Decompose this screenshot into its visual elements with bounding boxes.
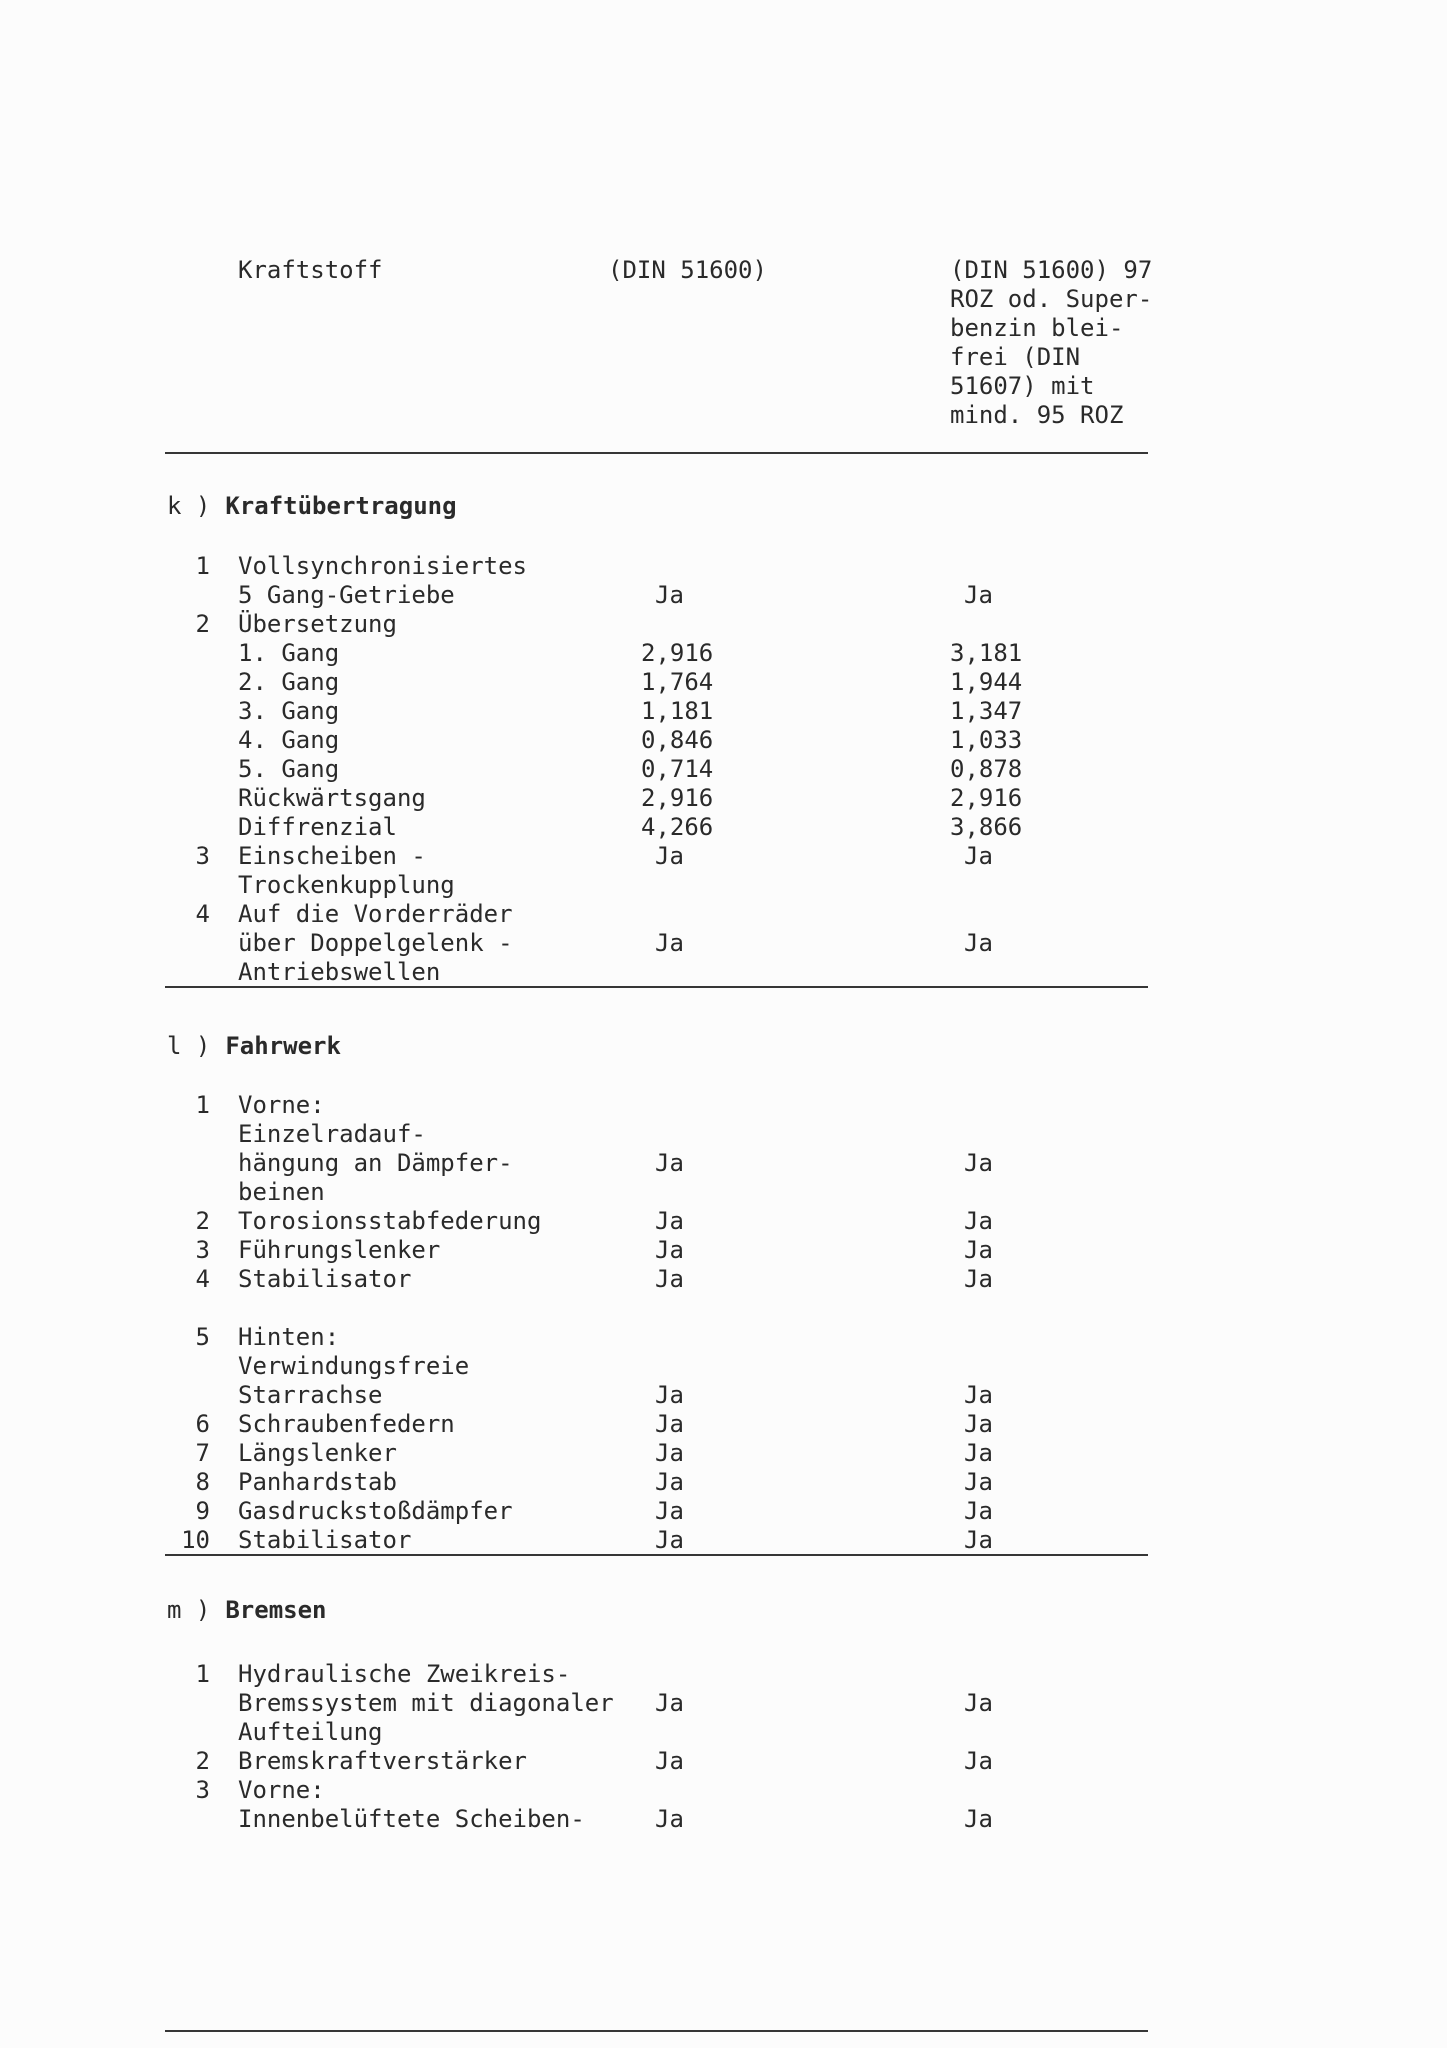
item-value: 51607) mit	[950, 372, 1095, 400]
item-number	[167, 784, 238, 813]
item-label: Torosionsstabfederung	[238, 1207, 542, 1235]
item-number: 8	[195, 1468, 210, 1496]
item-number: 4	[195, 900, 210, 928]
item-value: ROZ od. Super-	[950, 285, 1153, 313]
section-table-kraftuebertragung	[167, 552, 1350, 987]
item-value: Ja	[655, 929, 684, 957]
item-value: Ja	[964, 1439, 993, 1467]
item-value: 1,347	[950, 697, 1023, 725]
item-value: 0,846	[641, 726, 714, 754]
item-value: (DIN 51600)	[608, 256, 767, 284]
item-number	[167, 1689, 238, 1718]
item-number: 3	[195, 1776, 210, 1804]
item-number: 6	[195, 1410, 210, 1438]
item-value: Ja	[655, 1149, 684, 1177]
item-value: 2,916	[641, 784, 714, 812]
item-label: Rückwärtsgang	[238, 784, 426, 812]
table-row	[167, 1689, 1350, 1718]
table-row	[238, 285, 1400, 314]
item-number	[167, 958, 238, 987]
item-value	[950, 610, 1350, 639]
section-letter: k )	[167, 492, 211, 520]
item-label: 4. Gang	[238, 726, 340, 754]
item-value: mind. 95 ROZ	[950, 401, 1124, 429]
item-number: 7	[195, 1439, 210, 1467]
item-value: 1,944	[950, 668, 1023, 696]
item-number	[167, 871, 238, 900]
item-label: Vorne:	[238, 1776, 325, 1804]
item-label: Vollsynchronisiertes	[238, 552, 527, 580]
item-value	[641, 1660, 950, 1689]
item-number: 1	[195, 1660, 210, 1688]
item-value: Ja	[964, 1805, 993, 1833]
item-value: 2,916	[641, 639, 714, 667]
section-table-fahrwerk	[167, 1091, 1350, 1555]
item-label: Längslenker	[238, 1439, 397, 1467]
item-value	[950, 1660, 1350, 1689]
section-divider	[165, 452, 1148, 454]
item-value	[950, 900, 1350, 929]
section-title: Fahrwerk	[225, 1032, 341, 1060]
item-value: 1,764	[641, 668, 714, 696]
table-row	[167, 1149, 1350, 1178]
item-value	[950, 1718, 1350, 1747]
item-value	[950, 1120, 1350, 1149]
item-number: 10	[181, 1526, 210, 1554]
item-label: 1. Gang	[238, 639, 340, 667]
table-row	[167, 1352, 1350, 1381]
item-value: Ja	[655, 1265, 684, 1293]
item-label: Aufteilung	[238, 1718, 383, 1746]
item-number: 2	[195, 610, 210, 638]
section-letter: l )	[167, 1032, 211, 1060]
table-row	[167, 1526, 1350, 1555]
item-number	[167, 697, 238, 726]
item-label: hängung an Dämpfer-	[238, 1149, 513, 1177]
item-label: Einscheiben -	[238, 842, 426, 870]
item-value	[608, 314, 950, 343]
item-value	[641, 1352, 950, 1381]
section-divider	[165, 1554, 1148, 1556]
item-value: Ja	[964, 1207, 993, 1235]
table-row	[167, 1207, 1350, 1236]
item-value: 2,916	[950, 784, 1023, 812]
item-number: 2	[195, 1747, 210, 1775]
item-value	[950, 1294, 1350, 1323]
item-number: 1	[195, 552, 210, 580]
item-number	[167, 1120, 238, 1149]
table-row	[167, 1660, 1350, 1689]
table-row	[167, 1323, 1350, 1352]
item-value	[641, 1178, 950, 1207]
table-row	[167, 697, 1350, 726]
item-value	[608, 401, 950, 430]
item-number: 9	[195, 1497, 210, 1525]
item-value: Ja	[655, 1689, 684, 1717]
item-value: Ja	[964, 1526, 993, 1554]
item-value	[641, 871, 950, 900]
item-number	[167, 1381, 238, 1410]
item-value: Ja	[655, 1381, 684, 1409]
item-label	[238, 401, 608, 430]
item-value: Ja	[964, 1689, 993, 1717]
item-value	[950, 1776, 1350, 1805]
item-value: Ja	[655, 581, 684, 609]
table-row	[238, 256, 1400, 285]
page-bottom-divider	[165, 2030, 1148, 2032]
table-row	[167, 726, 1350, 755]
table-row	[167, 755, 1350, 784]
table-row	[167, 639, 1350, 668]
item-number	[167, 1718, 238, 1747]
item-number: 1	[195, 1091, 210, 1119]
item-label: Innenbelüftete Scheiben-	[238, 1805, 585, 1833]
table-row	[167, 1265, 1350, 1294]
table-row	[167, 900, 1350, 929]
item-value	[950, 1323, 1350, 1352]
item-value	[641, 1294, 950, 1323]
table-row	[167, 1120, 1350, 1149]
table-row	[167, 552, 1350, 581]
item-label: Diffrenzial	[238, 813, 397, 841]
table-row	[238, 314, 1400, 343]
item-value	[950, 1352, 1350, 1381]
item-value	[641, 900, 950, 929]
item-number: 2	[195, 1207, 210, 1235]
item-label	[238, 372, 608, 401]
item-number	[167, 639, 238, 668]
section-divider	[165, 986, 1148, 988]
item-value: Ja	[655, 1410, 684, 1438]
table-row	[167, 1381, 1350, 1410]
item-label: Einzelradauf-	[238, 1120, 426, 1148]
item-label: Bremssystem mit diagonaler	[238, 1689, 614, 1717]
table-row	[167, 813, 1350, 842]
item-label	[238, 343, 608, 372]
section-letter: m )	[167, 1596, 211, 1624]
item-value	[641, 610, 950, 639]
item-value: Ja	[964, 1149, 993, 1177]
section-heading-fahrwerk	[167, 1032, 341, 1061]
table-row	[167, 871, 1350, 900]
item-value: frei (DIN	[950, 343, 1081, 371]
item-value: Ja	[655, 1207, 684, 1235]
item-value: Ja	[655, 1439, 684, 1467]
item-number	[167, 1178, 238, 1207]
item-number	[167, 929, 238, 958]
item-label: beinen	[238, 1178, 325, 1206]
item-value: Ja	[964, 1497, 993, 1525]
item-label: Übersetzung	[238, 610, 397, 638]
item-label: Führungslenker	[238, 1236, 441, 1264]
item-number: 5	[195, 1323, 210, 1351]
item-value	[950, 958, 1350, 987]
table-row	[167, 1091, 1350, 1120]
section-title: Bremsen	[225, 1596, 327, 1624]
item-label: 5 Gang-Getriebe	[238, 581, 455, 609]
item-label	[238, 314, 608, 343]
item-number	[167, 581, 238, 610]
item-label: Starrachse	[238, 1381, 383, 1409]
item-label: Bremskraftverstärker	[238, 1747, 527, 1775]
item-value: 3,181	[950, 639, 1023, 667]
table-row	[167, 668, 1350, 697]
item-value: 4,266	[641, 813, 714, 841]
item-label: Vorne:	[238, 1091, 325, 1119]
item-label: Schraubenfedern	[238, 1410, 455, 1438]
table-row	[167, 610, 1350, 639]
item-value: Ja	[655, 1236, 684, 1264]
item-label	[238, 285, 608, 314]
item-value	[641, 1120, 950, 1149]
table-row	[167, 1718, 1350, 1747]
item-value	[641, 958, 950, 987]
item-value: 1,033	[950, 726, 1023, 754]
item-label: 2. Gang	[238, 668, 340, 696]
item-value: 3,866	[950, 813, 1023, 841]
item-number	[167, 1352, 238, 1381]
item-value	[950, 1178, 1350, 1207]
item-value: Ja	[655, 1805, 684, 1833]
item-value	[641, 1776, 950, 1805]
item-value: Ja	[655, 1497, 684, 1525]
table-row	[167, 1805, 1350, 1834]
item-value: Ja	[964, 1410, 993, 1438]
table-row	[167, 1497, 1350, 1526]
item-value: benzin blei-	[950, 314, 1124, 342]
item-label: Kraftstoff	[238, 256, 383, 284]
item-value: Ja	[964, 929, 993, 957]
item-value	[641, 552, 950, 581]
item-label: Stabilisator	[238, 1526, 412, 1554]
item-value: 0,878	[950, 755, 1023, 783]
item-value	[950, 1091, 1350, 1120]
item-value: Ja	[964, 1468, 993, 1496]
item-value: Ja	[964, 842, 993, 870]
table-row	[167, 581, 1350, 610]
item-number	[167, 813, 238, 842]
item-label: Verwindungsfreie	[238, 1352, 470, 1380]
item-number: 3	[195, 842, 210, 870]
table-row	[167, 1439, 1350, 1468]
item-value: Ja	[655, 1526, 684, 1554]
item-number	[167, 1294, 238, 1323]
item-value: Ja	[964, 1381, 993, 1409]
item-value	[641, 1718, 950, 1747]
item-value	[608, 343, 950, 372]
item-value	[608, 285, 950, 314]
item-value: Ja	[964, 1747, 993, 1775]
table-row	[167, 1410, 1350, 1439]
item-value: Ja	[964, 1265, 993, 1293]
section-table-bremsen	[167, 1660, 1350, 1834]
section-heading-bremsen	[167, 1596, 327, 1625]
section-title: Kraftübertragung	[225, 492, 457, 520]
table-row	[238, 401, 1400, 430]
item-label: Hydraulische Zweikreis-	[238, 1660, 571, 1688]
item-number	[167, 668, 238, 697]
table-row	[167, 1468, 1350, 1497]
table-row	[167, 1236, 1350, 1265]
table-row	[167, 1294, 1350, 1323]
item-label: 5. Gang	[238, 755, 340, 783]
item-value: Ja	[964, 581, 993, 609]
item-value	[950, 552, 1350, 581]
item-value: Ja	[655, 842, 684, 870]
table-row	[238, 372, 1400, 401]
item-label: Gasdruckstoßdämpfer	[238, 1497, 513, 1525]
item-number: 3	[195, 1236, 210, 1264]
item-label: 3. Gang	[238, 697, 340, 725]
table-row	[167, 842, 1350, 871]
item-value	[950, 871, 1350, 900]
item-value	[641, 1323, 950, 1352]
item-label: Panhardstab	[238, 1468, 397, 1496]
item-number: 4	[195, 1265, 210, 1293]
section-heading-kraftuebertragung	[167, 492, 457, 521]
table-row	[167, 1776, 1350, 1805]
item-label: Stabilisator	[238, 1265, 412, 1293]
item-value	[641, 1091, 950, 1120]
fuel-spec-table	[238, 256, 1400, 430]
table-row	[167, 1178, 1350, 1207]
table-row	[238, 343, 1400, 372]
item-label: Hinten:	[238, 1323, 340, 1351]
item-number	[167, 1805, 238, 1834]
item-value: Ja	[655, 1747, 684, 1775]
item-number	[167, 726, 238, 755]
item-number	[167, 755, 238, 784]
item-value	[608, 372, 950, 401]
item-label: über Doppelgelenk -	[238, 929, 513, 957]
table-row	[167, 929, 1350, 958]
item-value: Ja	[655, 1468, 684, 1496]
table-row	[167, 1747, 1350, 1776]
item-label: Antriebswellen	[238, 958, 441, 986]
table-row	[167, 784, 1350, 813]
table-row	[167, 958, 1350, 987]
item-label: Trockenkupplung	[238, 871, 455, 899]
item-label	[238, 1294, 641, 1323]
item-value: Ja	[964, 1236, 993, 1264]
item-value: 0,714	[641, 755, 714, 783]
item-value: (DIN 51600) 97	[950, 256, 1153, 284]
item-number	[167, 1149, 238, 1178]
item-label: Auf die Vorderräder	[238, 900, 513, 928]
item-value: 1,181	[641, 697, 714, 725]
